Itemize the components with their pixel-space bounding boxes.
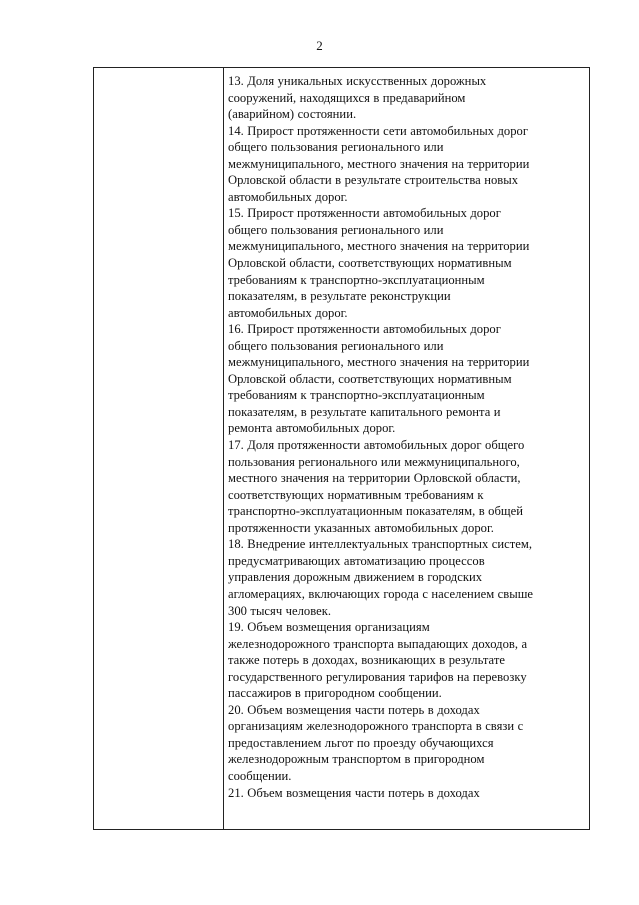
indicator-item-21 <box>228 785 588 802</box>
page-number: 2 <box>316 38 323 53</box>
indicator-item-18 <box>228 536 588 619</box>
indicator-text-line: также потерь в доходах, возникающих в результате <box>228 653 505 668</box>
indicator-text-line: общего пользования регионального или <box>228 338 444 353</box>
indicator-text-line: местного значения на территории Орловской области, <box>228 471 521 486</box>
indicator-text-line: межмуниципального, местного значения на территории <box>228 156 530 171</box>
indicator-item-19 <box>228 619 588 702</box>
indicator-text-line: Орловской области в результате строительства новых <box>228 173 519 188</box>
indicator-item-14 <box>228 123 588 206</box>
indicator-text-line: предоставлением льгот по проезду обучающихся <box>228 735 494 750</box>
indicator-text-line: 16. Прирост протяженности автомобильных дорог <box>228 322 501 337</box>
indicator-text-line: сооружений, находящихся в предаварийном <box>228 90 466 105</box>
indicator-text-line: государственного регулирования тарифов на перевозку <box>228 669 527 684</box>
indicator-text-line: 300 тысяч человек. <box>228 603 332 618</box>
indicator-text-line: ремонта автомобильных дорог. <box>228 421 396 436</box>
indicator-item-15 <box>228 205 588 321</box>
indicator-text-line: 15. Прирост протяженности автомобильных дорог <box>228 206 501 221</box>
indicator-text-line: протяженности указанных автомобильных дорог. <box>228 520 494 535</box>
indicator-text-line: 21. Объем возмещения части потерь в доходах <box>228 785 480 800</box>
indicator-text-line: показателям, в результате капитального ремонта и <box>228 404 501 419</box>
indicator-text-line: агломерациях, включающих города с населением свыше <box>228 586 534 601</box>
indicator-text-line: сообщении. <box>228 768 292 783</box>
indicator-text-line: предусматривающих автоматизацию процессов <box>228 553 485 568</box>
indicator-text-line: соответствующих нормативным требованиям к <box>228 487 484 502</box>
indicators-list <box>228 73 588 801</box>
indicator-text-line: 20. Объем возмещения части потерь в доходах <box>228 702 480 717</box>
indicator-text-line: железнодорожным транспортом в пригородном <box>228 752 485 767</box>
indicator-text-line: пассажиров в пригородном сообщении. <box>228 686 442 701</box>
indicator-text-line: 18. Внедрение интеллектуальных транспортных систем, <box>228 537 533 552</box>
indicator-text-line: 19. Объем возмещения организациям <box>228 620 430 635</box>
indicator-text-line: организациям железнодорожного транспорта в связи с <box>228 719 524 734</box>
table-left-cell <box>94 68 223 829</box>
indicator-text-line: 13. Доля уникальных искусственных дорожных <box>228 74 487 88</box>
indicator-text-line: требованиям к транспортно-эксплуатационным <box>228 388 485 403</box>
indicator-text-line: межмуниципального, местного значения на территории <box>228 239 530 254</box>
indicator-text-line: автомобильных дорог. <box>228 189 348 204</box>
indicator-text-line: 17. Доля протяженности автомобильных дорог общего <box>228 438 525 453</box>
indicator-item-20 <box>228 702 588 785</box>
indicator-text-line: (аварийном) состоянии. <box>228 107 357 122</box>
indicator-text-line: показателям, в результате реконструкции <box>228 289 451 304</box>
indicator-text-line: транспортно-эксплуатационным показателям, в общей <box>228 504 524 519</box>
indicator-text-line: 14. Прирост протяженности сети автомобильных дорог <box>228 123 529 138</box>
indicator-text-line: железнодорожного транспорта выпадающих доходов, а <box>228 636 528 651</box>
column-divider <box>223 68 224 829</box>
indicator-text-line: межмуниципального, местного значения на территории <box>228 355 530 370</box>
indicator-text-line: Орловской области, соответствующих нормативным <box>228 371 512 386</box>
indicator-item-13 <box>228 73 588 123</box>
indicator-text-line: Орловской области, соответствующих нормативным <box>228 256 512 271</box>
indicator-item-16 <box>228 321 588 437</box>
indicator-text-line: автомобильных дорог. <box>228 305 348 320</box>
indicator-item-17 <box>228 437 588 536</box>
indicator-text-line: требованиям к транспортно-эксплуатационным <box>228 272 485 287</box>
indicators-table <box>93 67 590 830</box>
indicator-text-line: управления дорожным движением в городских <box>228 570 483 585</box>
indicator-text-line: общего пользования регионального или <box>228 222 444 237</box>
indicator-text-line: общего пользования регионального или <box>228 140 444 155</box>
indicator-text-line: пользования регионального или межмуниципального, <box>228 454 520 469</box>
